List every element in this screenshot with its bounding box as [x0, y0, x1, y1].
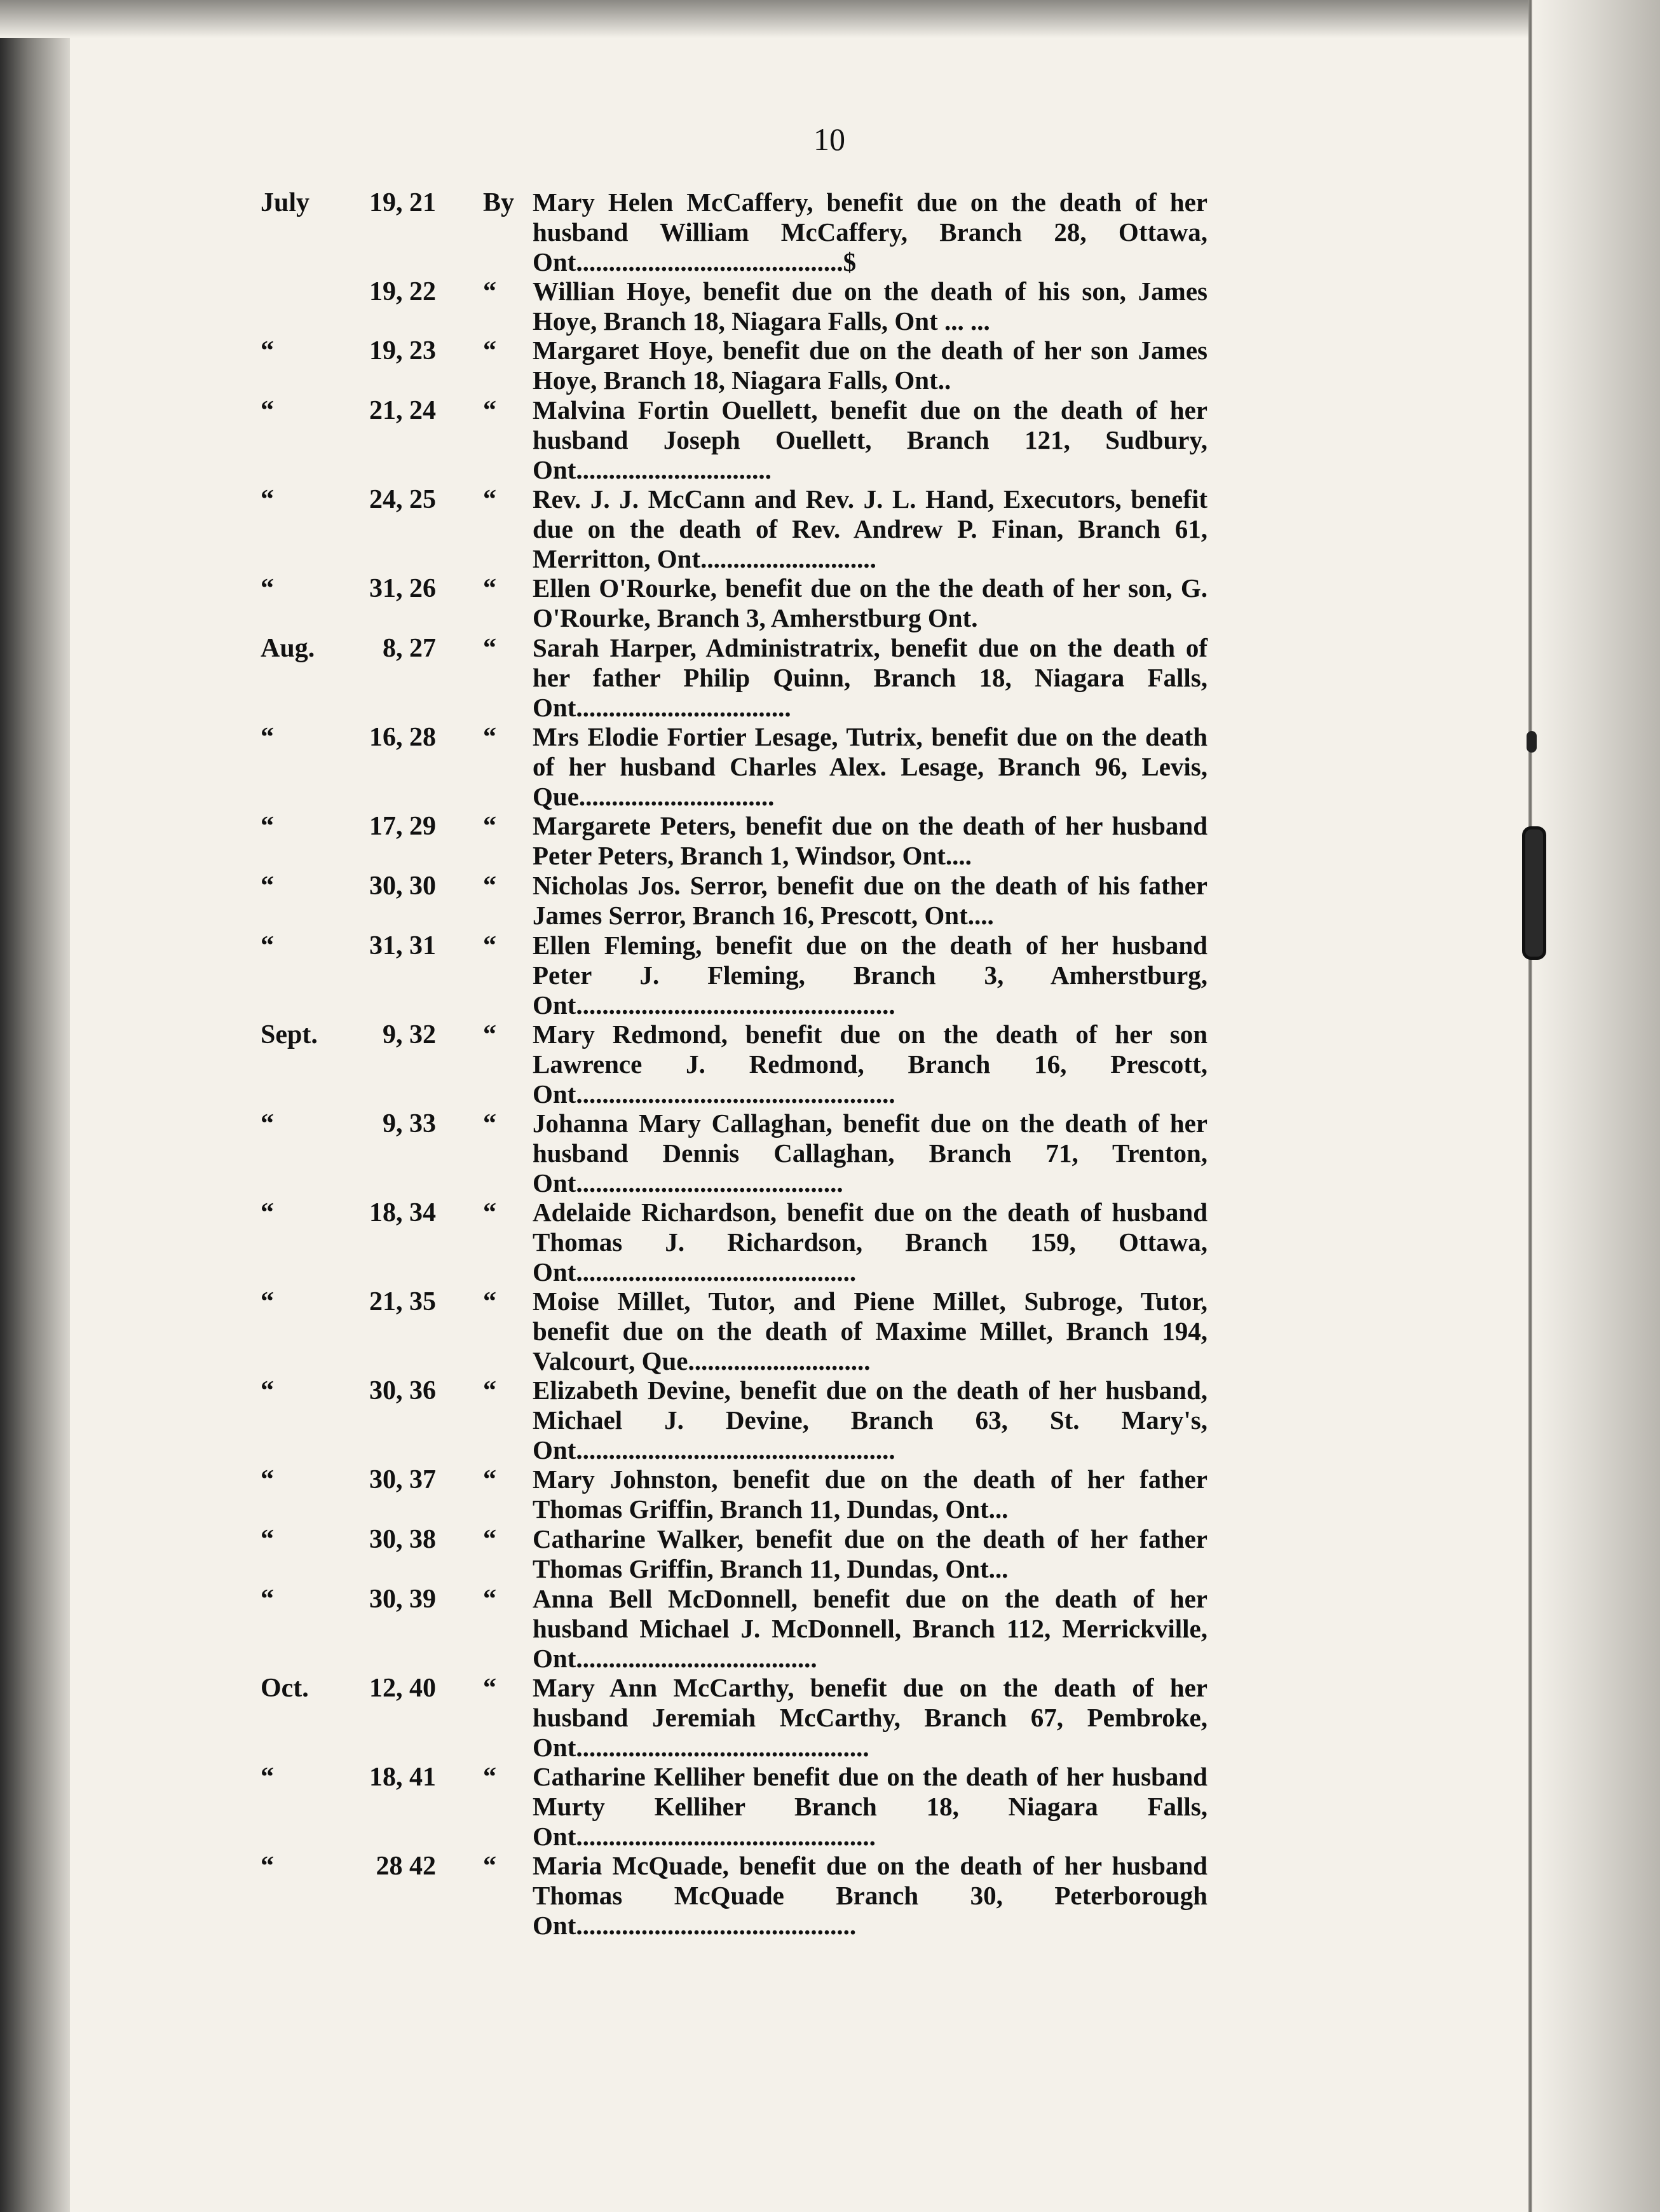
entry-month: Sept.	[261, 1020, 318, 1049]
entry-prefix: “	[483, 1376, 496, 1405]
entry-date: 17, 29	[369, 812, 436, 841]
entry-month: Oct.	[261, 1674, 309, 1703]
entry-prefix: “	[483, 931, 496, 960]
entry-description: Margarete Peters, benefit due on the death of her husband Peter Peters, Branch 1, Windsor, Ont....	[533, 811, 1208, 870]
entry-month: “	[261, 574, 274, 603]
entry-prefix: “	[483, 1198, 496, 1227]
entry-month: “	[261, 1287, 274, 1316]
entry-prefix: By	[483, 188, 515, 217]
entry-month: “	[261, 336, 274, 365]
entry-month: “	[261, 1525, 274, 1554]
entry-month: “	[261, 1109, 274, 1138]
entry-description: Ellen O'Rourke, benefit due on the the death of her son, G. O'Rourke, Branch 3, Amherstburg Ont.	[533, 573, 1208, 632]
entry-date: 28 42	[376, 1852, 436, 1881]
entry-prefix: “	[483, 1109, 496, 1138]
entry-date: 21, 24	[369, 396, 436, 425]
entry-date: 18, 34	[369, 1198, 436, 1227]
entry-date: 12, 40	[369, 1674, 436, 1703]
entry-month: “	[261, 812, 274, 841]
entry-description: Mary Redmond, benefit due on the death of her son Lawrence J. Redmond, Branch 16, Prescott, Ont.................................................	[533, 1020, 1208, 1109]
entry-prefix: “	[483, 871, 496, 901]
entry-date: 8, 27	[383, 634, 436, 663]
entry-description: Mary Johnston, benefit due on the death of her father Thomas Griffin, Branch 11, Dundas, Ont...	[533, 1464, 1208, 1524]
entry-prefix: “	[483, 485, 496, 514]
page-top-shadow	[0, 0, 1660, 38]
entry-prefix: “	[483, 1020, 496, 1049]
page-fold-line	[1528, 0, 1532, 2212]
entry-month: “	[261, 1376, 274, 1405]
entry-date: 31, 31	[369, 931, 436, 960]
entry-prefix: “	[483, 336, 496, 365]
entry-month: “	[261, 396, 274, 425]
entry-description: Mary Helen McCaffery, benefit due on the death of her husband William McCaffery, Branch 28, Ottawa, Ont.........................................$	[533, 188, 1208, 276]
entry-description: Malvina Fortin Ouellett, benefit due on the death of her husband Joseph Ouellett, Branch 121, Sudbury, Ont..............................	[533, 395, 1208, 484]
entry-prefix: “	[483, 1465, 496, 1494]
entry-prefix: “	[483, 1525, 496, 1554]
entry-prefix: “	[483, 277, 496, 306]
entry-month: Aug.	[261, 634, 315, 663]
entry-month: “	[261, 1852, 274, 1881]
entry-description: Mary Ann McCarthy, benefit due on the death of her husband Jeremiah McCarthy, Branch 67, Pembroke, Ont.............................................	[533, 1673, 1208, 1762]
entry-description: Moise Millet, Tutor, and Piene Millet, Subroge, Tutor, benefit due on the death of Maxime Millet, Branch 194, Valcourt, Que............................	[533, 1287, 1208, 1376]
entry-prefix: “	[483, 723, 496, 752]
binding-notch	[1527, 731, 1537, 753]
entry-description: Johanna Mary Callaghan, benefit due on the death of her husband Dennis Callaghan, Branch 71, Trenton, Ont.........................................	[533, 1109, 1208, 1198]
entry-month: “	[261, 1585, 274, 1614]
entry-prefix: “	[483, 1585, 496, 1614]
entry-month: “	[261, 1198, 274, 1227]
entry-description: Sarah Harper, Administratrix, benefit due on the death of her father Philip Quinn, Branch 18, Niagara Falls, Ont.................................	[533, 633, 1208, 722]
entry-prefix: “	[483, 1287, 496, 1316]
entry-month: “	[261, 871, 274, 901]
entry-date: 16, 28	[369, 723, 436, 752]
entry-description: Ellen Fleming, benefit due on the death of her husband Peter J. Fleming, Branch 3, Amherstburg, Ont.................................................	[533, 931, 1208, 1020]
entry-prefix: “	[483, 1763, 496, 1792]
page-left-shadow	[0, 0, 70, 2212]
entry-prefix: “	[483, 574, 496, 603]
entry-description: Rev. J. J. McCann and Rev. J. L. Hand, Executors, benefit due on the death of Rev. Andrew P. Finan, Branch 61, Merritton, Ont...........................	[533, 484, 1208, 573]
entry-date: 19, 21	[369, 188, 436, 217]
entry-month: “	[261, 1763, 274, 1792]
entry-date: 30, 38	[369, 1525, 436, 1554]
entry-date: 19, 23	[369, 336, 436, 365]
entry-month: “	[261, 485, 274, 514]
entry-date: 9, 32	[383, 1020, 436, 1049]
entry-description: Catharine Kelliher benefit due on the death of her husband Murty Kelliher Branch 18, Niagara Falls, Ont..............................................	[533, 1762, 1208, 1851]
entry-description: Maria McQuade, benefit due on the death of her husband Thomas McQuade Branch 30, Peterborough Ont...........................................	[533, 1851, 1208, 1940]
entry-date: 30, 37	[369, 1465, 436, 1494]
entry-prefix: “	[483, 1674, 496, 1703]
entry-date: 31, 26	[369, 574, 436, 603]
entry-prefix: “	[483, 396, 496, 425]
entry-date: 30, 39	[369, 1585, 436, 1614]
entry-date: 18, 41	[369, 1763, 436, 1792]
entry-date: 24, 25	[369, 485, 436, 514]
entry-date: 30, 30	[369, 871, 436, 901]
entry-month: “	[261, 723, 274, 752]
entry-description: Adelaide Richardson, benefit due on the death of husband Thomas J. Richardson, Branch 159, Ottawa, Ont...........................................	[533, 1198, 1208, 1287]
entry-description: Margaret Hoye, benefit due on the death of her son James Hoye, Branch 18, Niagara Falls, Ont..	[533, 336, 1208, 395]
entry-month: July	[261, 188, 310, 217]
binding-clip	[1522, 826, 1546, 960]
page-number: 10	[813, 121, 845, 157]
entry-prefix: “	[483, 1852, 496, 1881]
entry-date: 9, 33	[383, 1109, 436, 1138]
entry-date: 19, 22	[369, 277, 436, 306]
entry-prefix: “	[483, 812, 496, 841]
entry-prefix: “	[483, 634, 496, 663]
entry-description: Anna Bell McDonnell, benefit due on the death of her husband Michael J. McDonnell, Branch 112, Merrickville, Ont.....................................	[533, 1584, 1208, 1673]
page-right-edge	[1532, 0, 1660, 2212]
entry-description: Catharine Walker, benefit due on the death of her father Thomas Griffin, Branch 11, Dundas, Ont...	[533, 1524, 1208, 1583]
entry-description: Nicholas Jos. Serror, benefit due on the death of his father James Serror, Branch 16, Prescott, Ont....	[533, 871, 1208, 930]
entry-month: “	[261, 1465, 274, 1494]
entry-description: Mrs Elodie Fortier Lesage, Tutrix, benefit due on the death of her husband Charles Alex. Lesage, Branch 96, Levis, Que..............................	[533, 722, 1208, 811]
entry-month: “	[261, 931, 274, 960]
entry-description: Elizabeth Devine, benefit due on the death of her husband, Michael J. Devine, Branch 63, St. Mary's, Ont.................................................	[533, 1376, 1208, 1464]
entry-date: 30, 36	[369, 1376, 436, 1405]
entry-description: Willian Hoye, benefit due on the death of his son, James Hoye, Branch 18, Niagara Falls, Ont ... ...	[533, 276, 1208, 336]
entry-date: 21, 35	[369, 1287, 436, 1316]
